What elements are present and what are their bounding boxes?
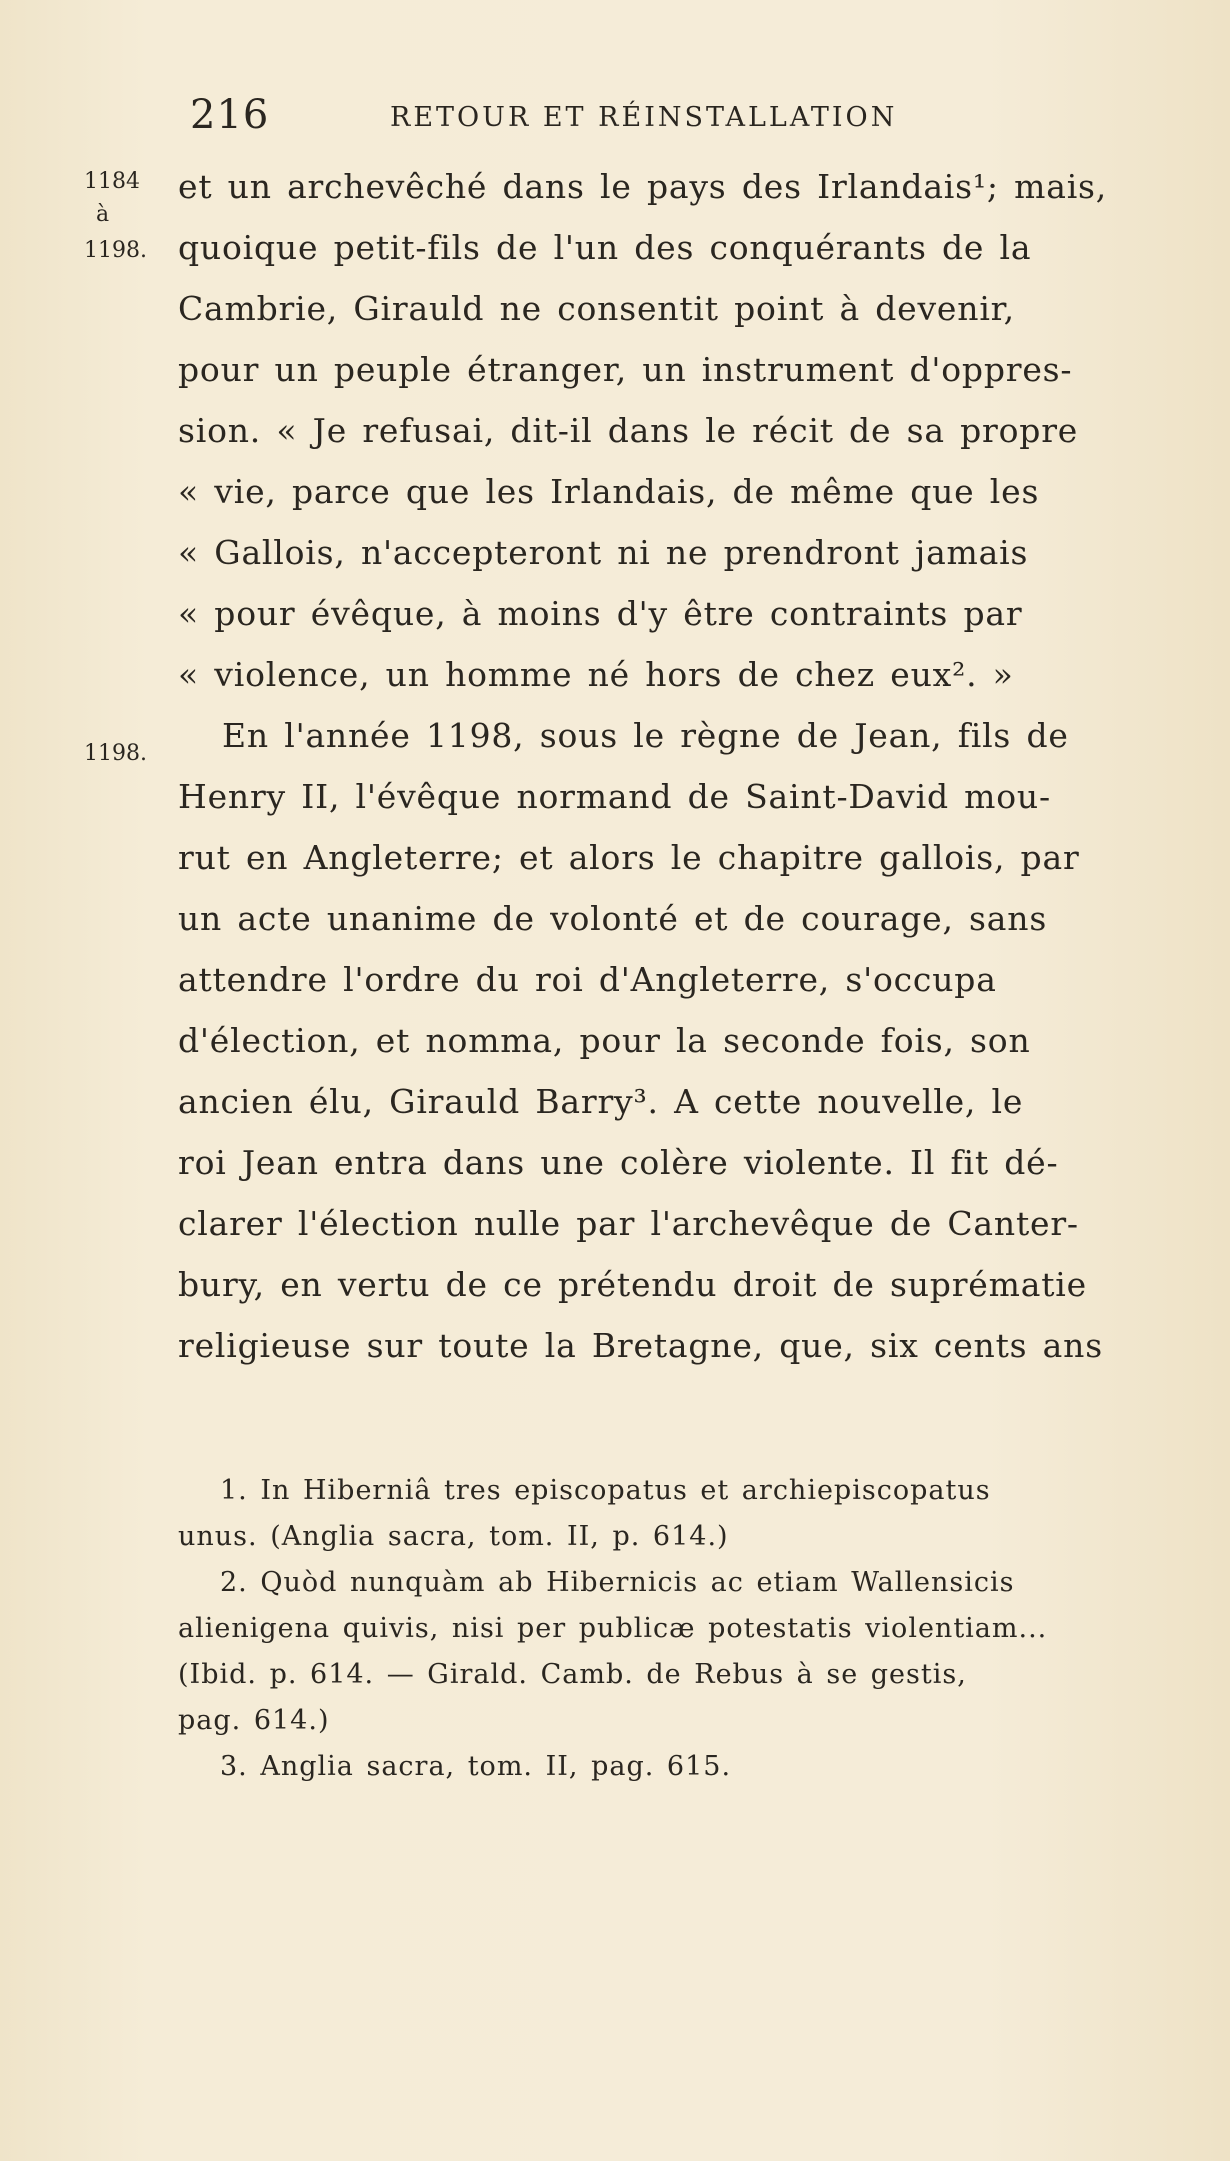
footnote-line: pag. 614.)	[178, 1705, 330, 1736]
page-header	[190, 92, 950, 142]
footnote-line: (Ibid. p. 614. — Girald. Camb. de Rebus à se gestis,	[178, 1659, 967, 1690]
footnote-line: 1. In Hiberniâ tres episcopatus et archiepiscopatus	[220, 1475, 991, 1506]
margin-year-second: 1198.	[84, 741, 147, 766]
footnote-line: 2. Quòd nunquàm ab Hibernicis ac etiam Wallensicis	[220, 1567, 1015, 1598]
margin-year-a: à	[96, 202, 110, 227]
running-title: RETOUR ET RÉINSTALLATION	[390, 102, 898, 133]
text-line: « vie, parce que les Irlandais, de même que les	[178, 472, 1040, 511]
footnote-line: unus. (Anglia sacra, tom. II, p. 614.)	[178, 1521, 729, 1552]
text-line: ancien élu, Girauld Barry³. A cette nouvelle, le	[178, 1082, 1024, 1121]
margin-year-end: 1198.	[84, 238, 147, 263]
main-text	[178, 156, 1138, 1376]
text-line: quoique petit-fils de l'un des conquérants de la	[178, 228, 1032, 267]
text-line: attendre l'ordre du roi d'Angleterre, s'occupa	[178, 960, 997, 999]
text-line: clarer l'élection nulle par l'archevêque de Canter-	[178, 1204, 1079, 1243]
footnote-line: alienigena quivis, nisi per publicæ potestatis violentiam...	[178, 1613, 1048, 1644]
text-line: Cambrie, Girauld ne consentit point à devenir,	[178, 289, 1015, 328]
text-line: En l'année 1198, sous le règne de Jean, fils de	[222, 716, 1069, 755]
footnote-line: 3. Anglia sacra, tom. II, pag. 615.	[220, 1751, 732, 1782]
text-line: religieuse sur toute la Bretagne, que, six cents ans	[178, 1326, 1103, 1365]
text-line: un acte unanime de volonté et de courage, sans	[178, 899, 1048, 938]
text-line: Henry II, l'évêque normand de Saint-David mou-	[178, 777, 1051, 816]
text-line: « pour évêque, à moins d'y être contraints par	[178, 594, 1023, 633]
page-number: 216	[190, 92, 270, 138]
margin-year-start: 1184	[84, 169, 140, 194]
text-line: d'élection, et nomma, pour la seconde fois, son	[178, 1021, 1031, 1060]
text-line: et un archevêché dans le pays des Irlandais¹; mais,	[178, 167, 1108, 206]
text-line: « Gallois, n'accepteront ni ne prendront jamais	[178, 533, 1029, 572]
text-line: « violence, un homme né hors de chez eux². »	[178, 655, 1014, 694]
text-line: bury, en vertu de ce prétendu droit de suprématie	[178, 1265, 1087, 1304]
text-line: roi Jean entra dans une colère violente. Il fit dé-	[178, 1143, 1059, 1182]
text-line: pour un peuple étranger, un instrument d'oppres-	[178, 350, 1073, 389]
text-line: sion. « Je refusai, dit-il dans le récit de sa propre	[178, 411, 1079, 450]
text-line: rut en Angleterre; et alors le chapitre gallois, par	[178, 838, 1080, 877]
footnote-separator	[180, 1445, 1140, 1446]
footnotes	[178, 1468, 1138, 1790]
